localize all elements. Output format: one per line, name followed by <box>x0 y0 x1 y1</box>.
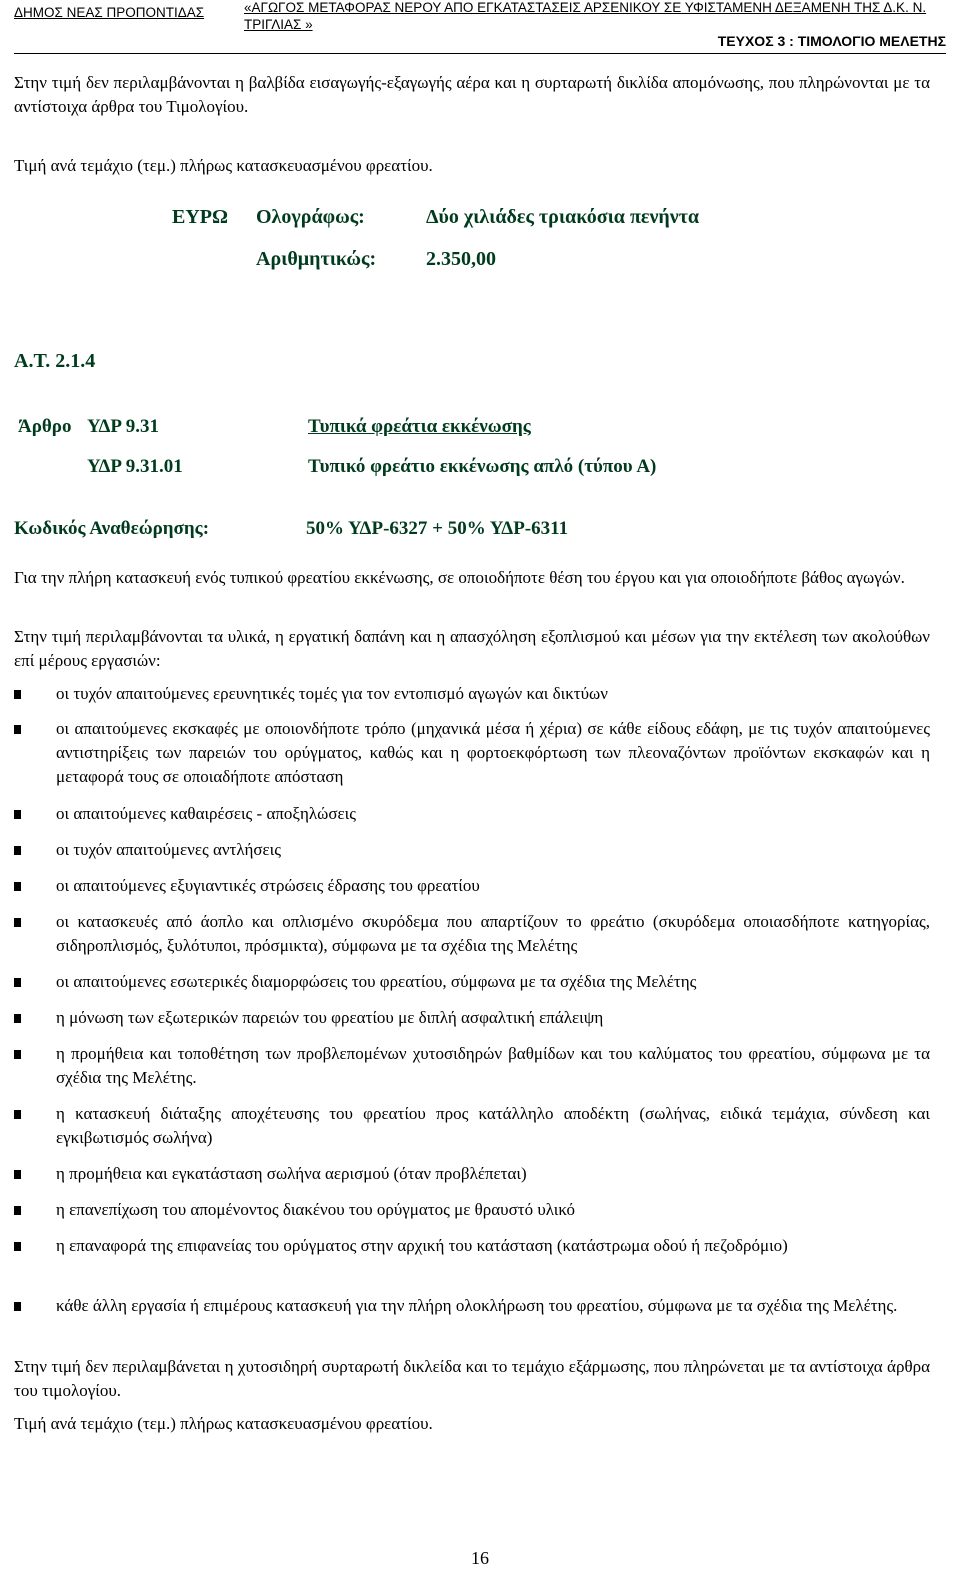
square-bullet-icon <box>14 1050 21 1059</box>
square-bullet-icon <box>14 690 21 699</box>
page-header <box>14 0 946 54</box>
square-bullet-icon <box>14 846 21 855</box>
list-item-text: η επαναφορά της επιφανείας του ορύγματος στην αρχική του κατάσταση (κατάστρωμα οδού ή πεζοδρόμιο) <box>56 1236 788 1255</box>
list-item-text: η προμήθεια και εγκατάσταση σωλήνα αερισμού (όταν προβλέπεται) <box>56 1164 527 1183</box>
closing-exclusion: Στην τιμή δεν περιλαμβάνεται η χυτοσιδηρή συρταρωτή δικλείδα και το τεμάχιο εξάρμωσης, που πληρώνεται με τα αντίστοιχα άρθρα του τιμολογίου. <box>14 1357 930 1400</box>
header-municipality: ΔΗΜΟΣ ΝΕΑΣ ΠΡΟΠΟΝΤΙΔΑΣ <box>14 5 205 20</box>
price-numeric-label: Αριθμητικώς: <box>256 248 377 270</box>
square-bullet-icon <box>14 978 21 987</box>
header-volume: ΤΕΥΧΟΣ 3 : ΤΙΜΟΛΟΓΙΟ ΜΕΛΕΤΗΣ <box>717 33 946 49</box>
square-bullet-icon <box>14 918 21 927</box>
list-item-text: η μόνωση των εξωτερικών παρειών του φρεατίου με διπλή ασφαλτική επάλειψη <box>56 1008 604 1027</box>
square-bullet-icon <box>14 1206 21 1215</box>
square-bullet-icon <box>14 810 21 819</box>
article-code: ΥΔΡ 9.31 <box>87 416 159 437</box>
list-item-text: η επανεπίχωση του απομένοντος διακένου του ορύγματος με θραυστό υλικό <box>56 1200 576 1219</box>
price-words-label: Ολογράφως: <box>256 206 365 228</box>
list-item <box>14 1234 930 1258</box>
list-item <box>14 1294 930 1318</box>
list-item <box>14 682 930 706</box>
description-scope: Για την πλήρη κατασκευή ενός τυπικού φρεατίου εκκένωσης, σε οποιοδήποτε θέση του έργου και για οποιοδήποτε βάθος αγωγών. <box>14 568 905 587</box>
square-bullet-icon <box>14 1302 21 1311</box>
list-item <box>14 970 930 994</box>
list-item-text: οι κατασκευές από άοπλο και οπλισμένο σκυρόδεμα που απαρτίζουν το φρεάτιο (σκυρόδεμα οποιασδήποτε κατηγορίας, σιδηροπλισμός, ξυλότυποι, πρόσμικτα), σύμφωνα με τα σχέδια της Μελέτης <box>56 912 930 955</box>
price-numeric-value: 2.350,00 <box>426 248 496 270</box>
list-item-text: η προμήθεια και τοποθέτηση των προβλεπομένων χυτοσιδηρών βαθμίδων και του καλύματος του φρεατίου, σύμφωνα με τα σχέδια της Μελέτης. <box>56 1044 930 1087</box>
list-item-text: κάθε άλλη εργασία ή επιμέρους κατασκευή για την πλήρη ολοκλήρωση του φρεατίου, σύμφωνα με τα σχέδια της Μελέτης. <box>56 1296 898 1315</box>
list-item <box>14 1042 930 1090</box>
header-rule <box>14 53 946 54</box>
article-title: Τυπικά φρεάτια εκκένωσης <box>308 416 531 437</box>
list-item <box>14 910 930 958</box>
list-item <box>14 838 930 862</box>
article-label: Άρθρο <box>18 416 72 437</box>
revision-value: 50% ΥΔΡ-6327 + 50% ΥΔΡ-6311 <box>306 518 569 539</box>
at-code: Α.Τ. 2.1.4 <box>14 350 96 372</box>
list-item <box>14 1162 930 1186</box>
price-words-value: Δύο χιλιάδες τριακόσια πενήντα <box>426 206 700 228</box>
closing-unit-price: Τιμή ανά τεμάχιο (τεμ.) πλήρως κατασκευασμένου φρεατίου. <box>14 1414 433 1433</box>
list-item-text: οι απαιτούμενες εσωτερικές διαμορφώσεις του φρεατίου, σύμφωνα με τα σχέδια της Μελέτης <box>56 972 697 991</box>
page-number: 16 <box>471 1548 489 1568</box>
header-project-title: «ΑΓΩΓΟΣ ΜΕΤΑΦΟΡΑΣ ΝΕΡΟΥ ΑΠΟ ΕΓΚΑΤΑΣΤΑΣΕΙΣ ΑΡΣΕΝΙΚΟΥ ΣΕ ΥΦΙΣΤΑΜΕΝΗ ΔΕΞΑΜΕΝΗ ΤΗΣ Δ.Κ. Ν. ΤΡΙΓΛΙΑΣ » <box>244 0 927 32</box>
description-includes: Στην τιμή περιλαμβάνονται τα υλικά, η εργατική δαπάνη και η απασχόληση εξοπλισμού και μέσων για την εκτέλεση των ακολούθων επί μέρους εργασιών: <box>14 627 930 670</box>
list-item-text: οι τυχόν απαιτούμενες ερευνητικές τομές για τον εντοπισμό αγωγών και δικτύων <box>56 684 608 703</box>
list-item-text: οι απαιτούμενες εκσκαφές με οποιονδήποτε τρόπο (μηχανικά μέσα ή χέρια) σε κάθε είδους εδάφη, με τις τυχόν απαιτούμενες αντιστηρίξεις των παρειών του ορύγματος, καθώς και η φορτοεκφόρτωση των πλεοναζόντων προϊόντων εκσκαφών και η μεταφορά τους σε οποιαδήποτε απόσταση <box>56 719 930 786</box>
list-item <box>14 717 930 789</box>
list-item <box>14 1006 930 1030</box>
list-item-text: οι απαιτούμενες εξυγιαντικές στρώσεις έδρασης του φρεατίου <box>56 876 480 895</box>
revision-label: Κωδικός Αναθεώρησης: <box>14 518 210 539</box>
list-item <box>14 802 930 826</box>
square-bullet-icon <box>14 725 21 734</box>
list-item-text: η κατασκευή διάταξης αποχέτευσης του φρεατίου προς κατάλληλο αποδέκτη (σωλήνας, ειδικά τεμάχια, σύνδεση και εγκιβωτισμός σωλήνα) <box>56 1104 930 1147</box>
sub-article-code: ΥΔΡ 9.31.01 <box>87 456 183 477</box>
list-item-text: οι απαιτούμενες καθαιρέσεις - αποξηλώσεις <box>56 804 356 823</box>
list-item <box>14 1198 930 1222</box>
sub-article-title: Τυπικό φρεάτιο εκκένωσης απλό (τύπου Α) <box>308 456 657 477</box>
square-bullet-icon <box>14 1014 21 1023</box>
list-item-text: οι τυχόν απαιτούμενες αντλήσεις <box>56 840 281 859</box>
square-bullet-icon <box>14 1170 21 1179</box>
list-item <box>14 874 930 898</box>
square-bullet-icon <box>14 882 21 891</box>
intro-exclusion: Στην τιμή δεν περιλαμβάνονται η βαλβίδα εισαγωγής-εξαγωγής αέρα και η συρταρωτή δικλίδα απομόνωσης, που πληρώνονται με τα αντίστοιχα άρθρα του Τιμολογίου. <box>14 73 930 116</box>
square-bullet-icon <box>14 1110 21 1119</box>
intro-unit-price: Τιμή ανά τεμάχιο (τεμ.) πλήρως κατασκευασμένου φρεατίου. <box>14 156 433 175</box>
price-currency: ΕΥΡΩ <box>172 206 229 228</box>
square-bullet-icon <box>14 1242 21 1251</box>
list-item <box>14 1102 930 1150</box>
